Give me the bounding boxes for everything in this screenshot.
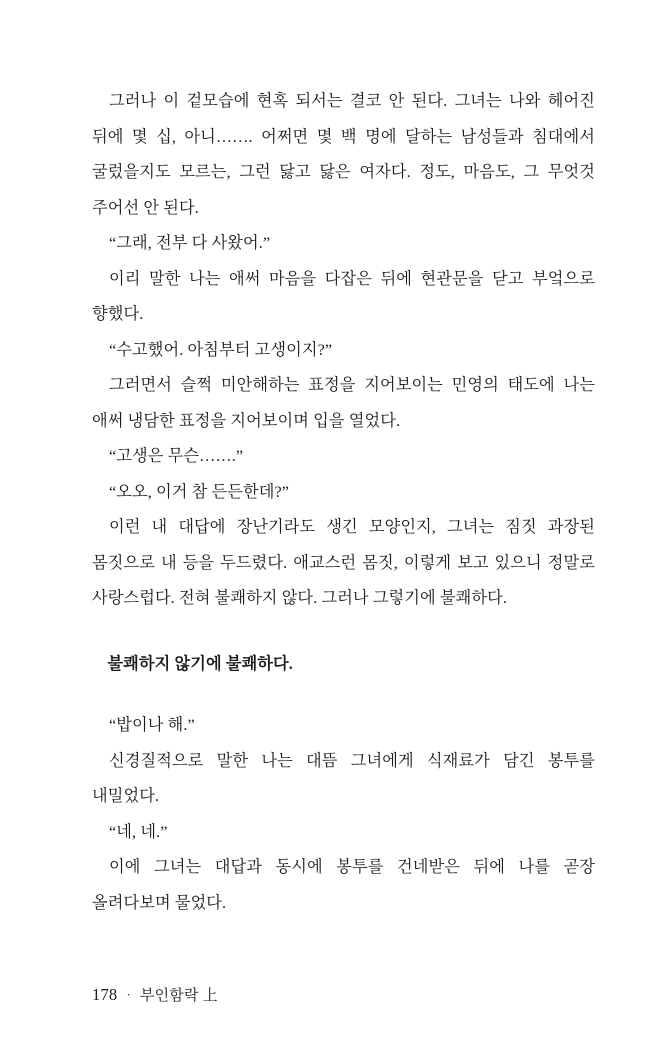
paragraph: 이리 말한 나는 애써 마음을 다잡은 뒤에 현관문을 닫고 부엌으로 향했다. xyxy=(92,269,595,323)
page-footer xyxy=(92,984,218,1005)
paragraph: “수고했어. 아침부터 고생이지?” xyxy=(109,340,333,359)
page-number: 178 xyxy=(92,985,118,1004)
paragraph: “밥이나 해.” xyxy=(109,716,195,734)
page-body-continued xyxy=(92,708,595,921)
paragraph: 그러면서 슬쩍 미안해하는 표정을 지어보이는 민영의 태도에 나는 애써 냉담한 표정을 지어보이며 입을 열었다. xyxy=(92,376,595,430)
paragraph: 이런 내 대답에 장난기라도 생긴 모양인지, 그녀는 짐짓 과장된 몸짓으로 내 등을 두드렸다. 애교스런 몸짓, 이렇게 보고 있으니 정말로 사랑스럽다. 전혀 불쾌하지 않다. 그러나 그렇기에 불쾌하다. xyxy=(92,518,595,607)
paragraph: “오오, 이거 참 든든한데?” xyxy=(109,482,290,501)
paragraph: 이에 그녀는 대답과 동시에 봉투를 건네받은 뒤에 나를 곧장 올려다보며 물었다. xyxy=(92,858,595,912)
paragraph: 신경질적으로 말한 나는 대뜸 그녀에게 식재료가 담긴 봉투를 내밀었다. xyxy=(92,751,595,805)
paragraph: 그러나 이 겉모습에 현혹 되서는 결코 안 된다. 그녀는 나와 헤어진 뒤에 몇 십, 아니……. 어쩌면 몇 백 명에 달하는 남성들과 침대에서 굴렀을지도 모르는, 그런 닳고 닳은 여자다. 정도, 마음도, 그 무엇것 주어선 안 된다. xyxy=(92,92,595,217)
paragraph: “그래, 전부 다 사왔어.” xyxy=(109,234,271,252)
paragraph: “고생은 무슨…….” xyxy=(109,447,244,465)
footer-separator: · xyxy=(126,987,131,1002)
page-body xyxy=(92,84,595,617)
paragraph: “네, 네.” xyxy=(109,822,168,841)
section-heading: 불쾌하지 않기에 불쾌하다. xyxy=(107,654,293,673)
book-title: 부인함락 上 xyxy=(139,988,218,1004)
